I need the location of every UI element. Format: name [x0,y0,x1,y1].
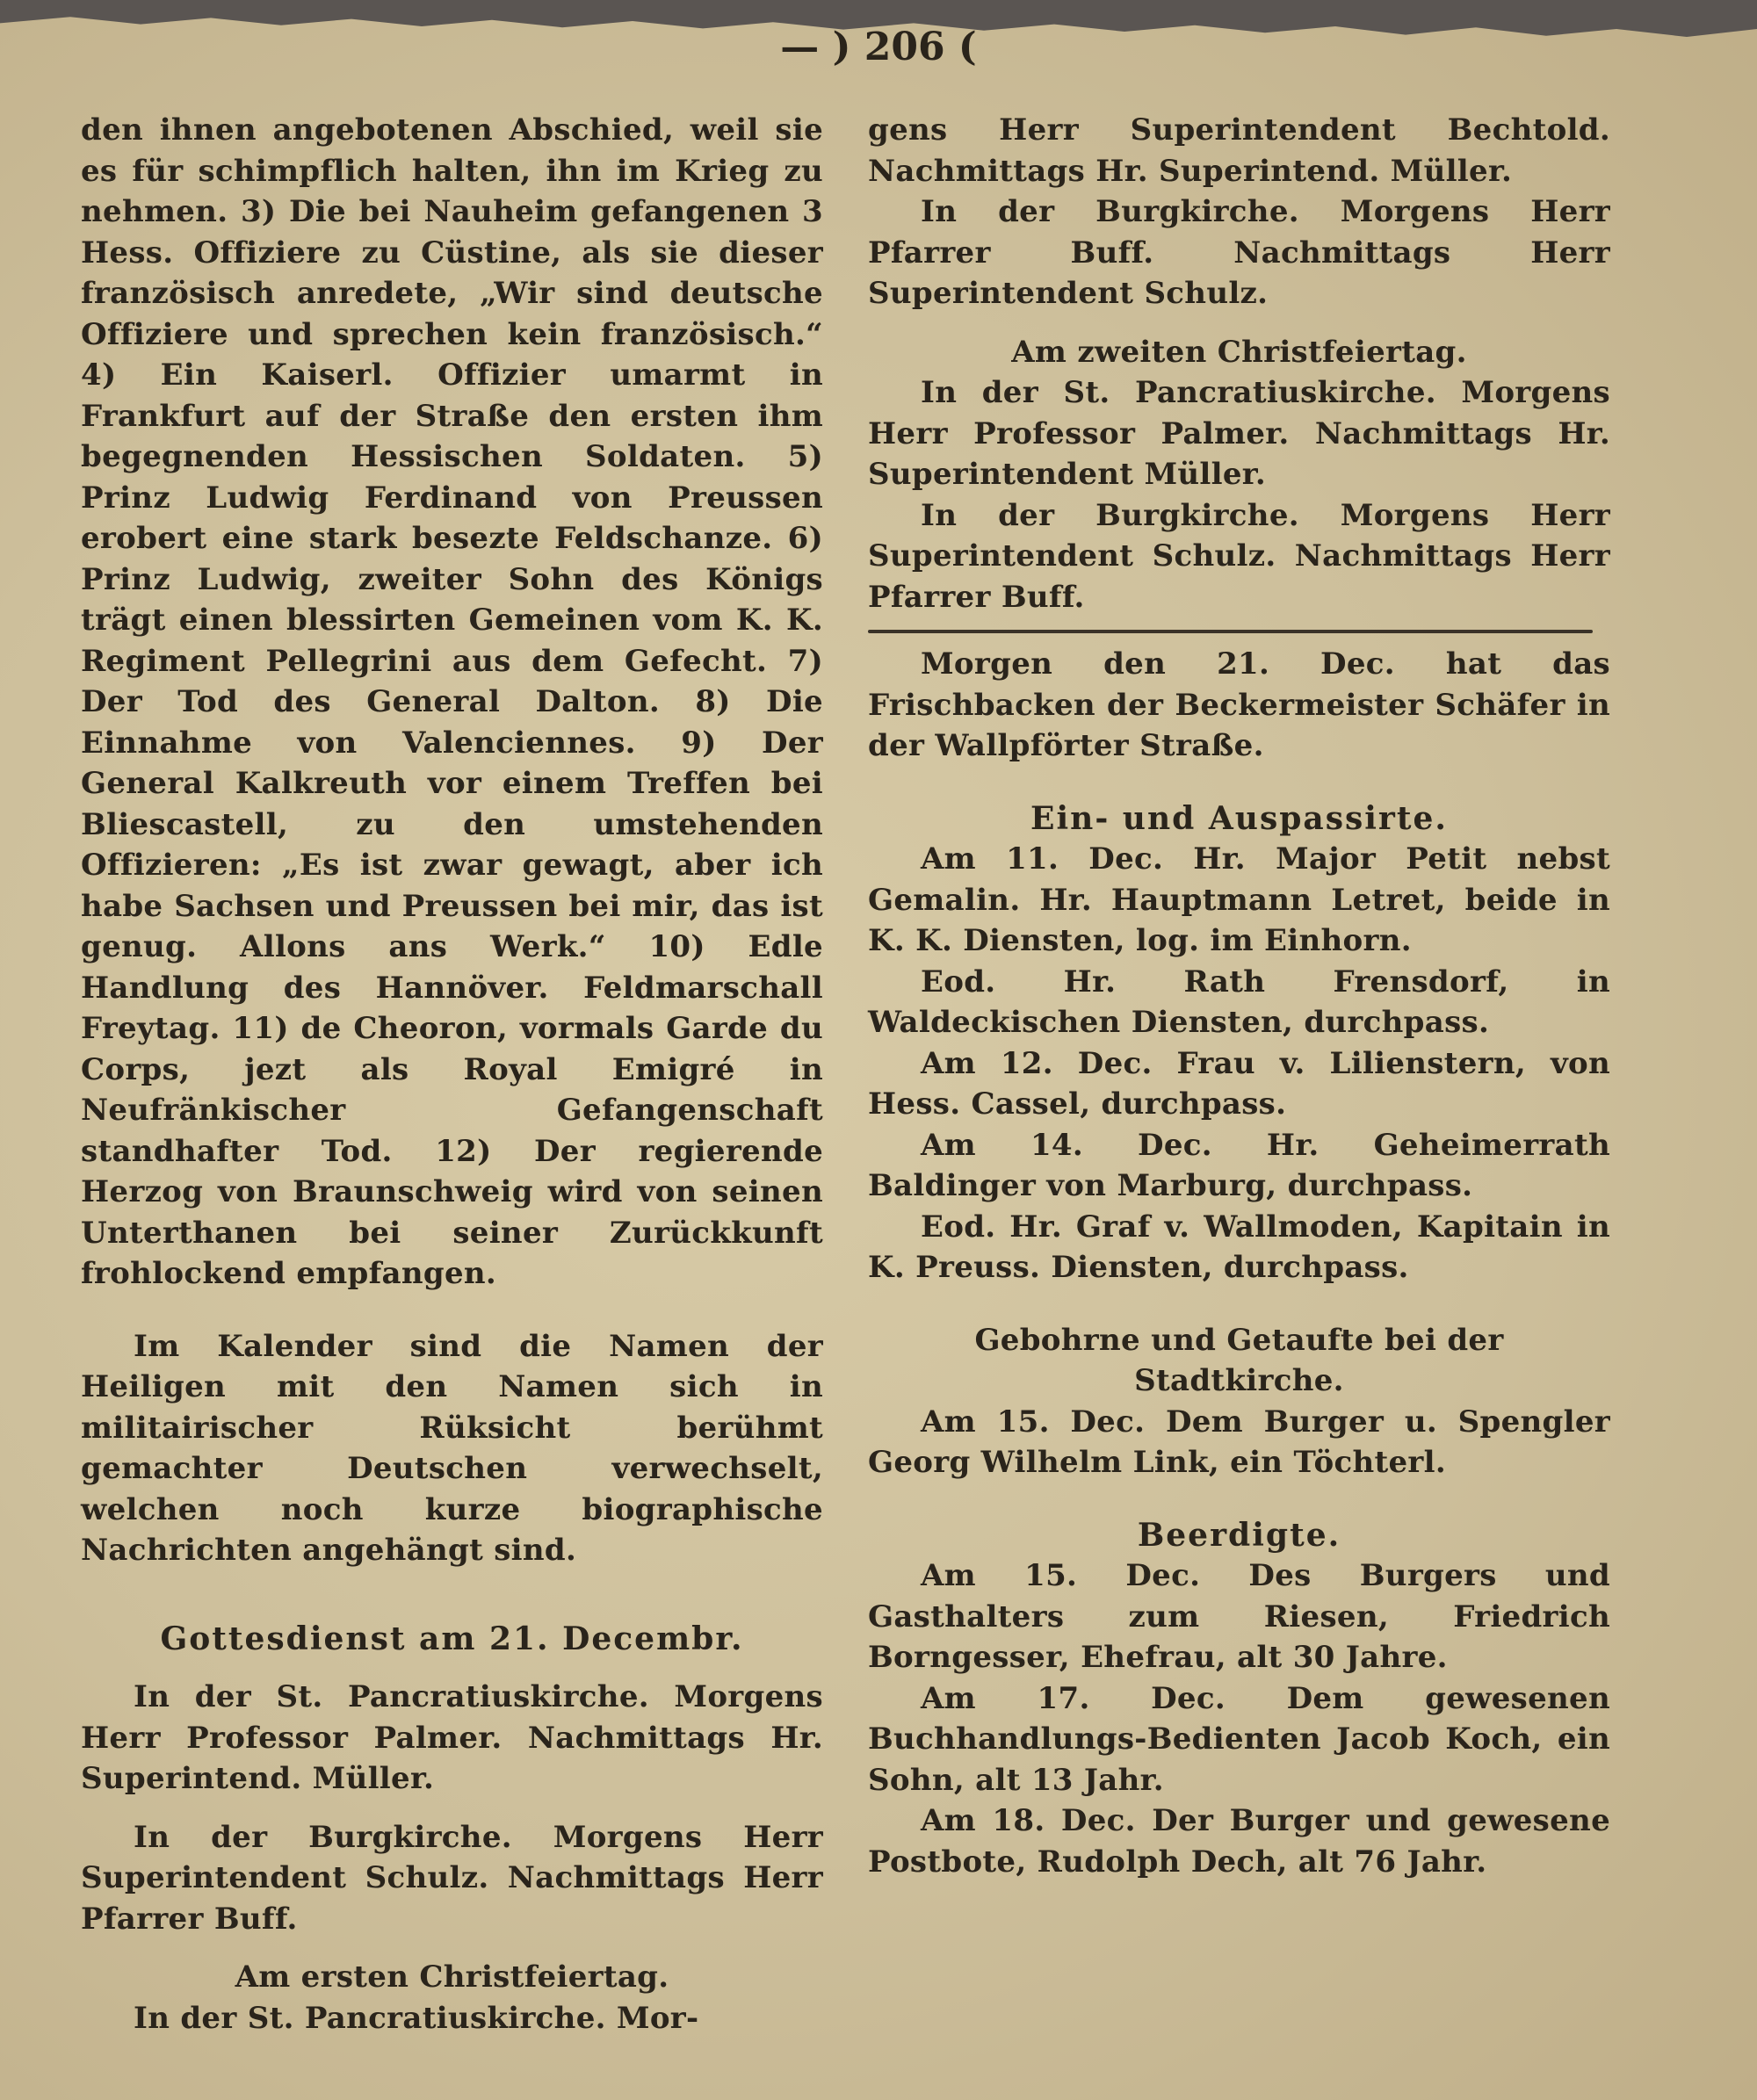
traveller-entry: Eod. Hr. Rath Frensdorf, in Waldeckischen Diensten, durchpass. [868,963,1610,1040]
traveller-entry: Am 12. Dec. Frau v. Lilienstern, von Hess. Cassel, durchpass. [868,1045,1610,1122]
calendar-note-paragraph: Im Kalender sind die Namen der Heiligen mit den Namen sich in militairischer Rüksicht berühmt gemachter Deutschen verwechselt, welchen noch kurze biographische Nachrichten angehängt sind. [81,1328,823,1568]
service-heading: Gottesdienst am 21. Decembr. [160,1620,744,1657]
burial-entry: Am 17. Dec. Dem gewesenen Buchhandlungs-Bedienten Jacob Koch, ein Sohn, alt 13 Jahr. [868,1680,1610,1798]
burial-entry: Am 18. Dec. Der Burger und gewesene Postbote, Rudolph Dech, alt 76 Jahr. [868,1803,1610,1880]
page-number: — ) 206 ( [780,25,977,69]
births-heading: Gebohrne und Getaufte bei der Stadtkirche. [974,1322,1504,1398]
service-pancratius: In der St. Pancratiuskirche. Morgens Herr Professor Palmer. Nachmittags Hr. Superintend. Müller. [81,1679,823,1796]
traveller-entry: Eod. Hr. Graf v. Wallmoden, Kapitain in K. Preuss. Diensten, durchpass. [868,1209,1610,1285]
first-christmas-pancratius: In der St. Pancratiuskirche. Mor- [134,2000,699,2036]
birth-entry: Am 15. Dec. Dem Burger u. Spengler Georg Wilhelm Link, ein Töchterl. [868,1404,1610,1480]
travellers-heading: Ein- und Auspassirte. [1030,799,1448,837]
baking-notice: Morgen den 21. Dec. hat das Frischbacken der Beckermeister Schäfer in der Wallpförter Straße. [868,646,1610,763]
first-christmas-heading: Am ersten Christfeiertag. [235,1959,669,1995]
left-column [81,110,823,2039]
traveller-entry: Am 14. Dec. Hr. Geheimerrath Baldinger von Marburg, durchpass. [868,1127,1610,1203]
first-christmas-continued: gens Herr Superintendent Bechtold. Nachmittags Hr. Superintend. Müller. [868,112,1610,189]
traveller-entry: Am 11. Dec. Hr. Major Petit nebst Gemalin. Hr. Hauptmann Letret, beide in K. K. Diensten, log. im Einhorn. [868,841,1610,958]
burial-entry: Am 15. Dec. Des Burgers und Gasthalters zum Riesen, Friedrich Borngesser, Ehefrau, alt 30 Jahre. [868,1558,1610,1675]
right-column [868,110,1610,1882]
first-christmas-burgkirche: In der Burgkirche. Morgens Herr Pfarrer Buff. Nachmittags Herr Superintendent Schulz. [868,194,1610,311]
section-divider [868,630,1593,633]
engraving-list-paragraph: den ihnen angebotenen Abschied, weil sie es für schimpflich halten, ihn im Krieg zu nehmen. 3) Die bei Nauheim gefangenen 3 Hess. Offiziere zu Cüstine, als sie dieser französisch anredete, „Wir sind deutsche Offiziere und sprechen kein französisch.“ 4) Ein Kaiserl. Offizier umarmt in Frankfurt auf der Straße den ersten ihm begegnenden Hessischen Soldaten. 5) Prinz Ludwig Ferdinand von Preussen erobert eine stark besezte Feldschanze. 6) Prinz Ludwig, zweiter Sohn des Königs trägt einen blessirten Gemeinen vom K. K. Regiment Pellegrini aus dem Gefecht. 7) Der Tod des General Dalton. 8) Die Einnahme von Valenciennes. 9) Der General Kalkreuth vor einem Treffen bei Bliescastell, zu den umstehenden Offizieren: „Es ist zwar gewagt, aber ich habe Sachsen und Preussen bei mir, das ist genug. Allons ans Werk.“ 10) Edle Handlung des Hannöver. Feldmarschall Freytag. 11) de Cheoron, vormals Garde du Corps, jezt als Royal Emigré in Neufränkischer Gefangenschaft standhafter Tod. 12) Der regierende Herzog von Braunschweig wird von seinen Unterthanen bei seiner Zurückkunft frohlockend empfangen. [81,112,823,1291]
service-burgkirche: In der Burgkirche. Morgens Herr Superintendent Schulz. Nachmittags Herr Pfarrer Buff. [81,1819,823,1937]
second-christmas-burgkirche: In der Burgkirche. Morgens Herr Superintendent Schulz. Nachmittags Herr Pfarrer Buff. [868,497,1610,615]
second-christmas-heading: Am zweiten Christfeiertag. [1011,334,1467,370]
second-christmas-pancratius: In der St. Pancratiuskirche. Morgens Herr Professor Palmer. Nachmittags Hr. Superintendent Müller. [868,375,1610,492]
burials-heading: Beerdigte. [1137,1516,1341,1554]
